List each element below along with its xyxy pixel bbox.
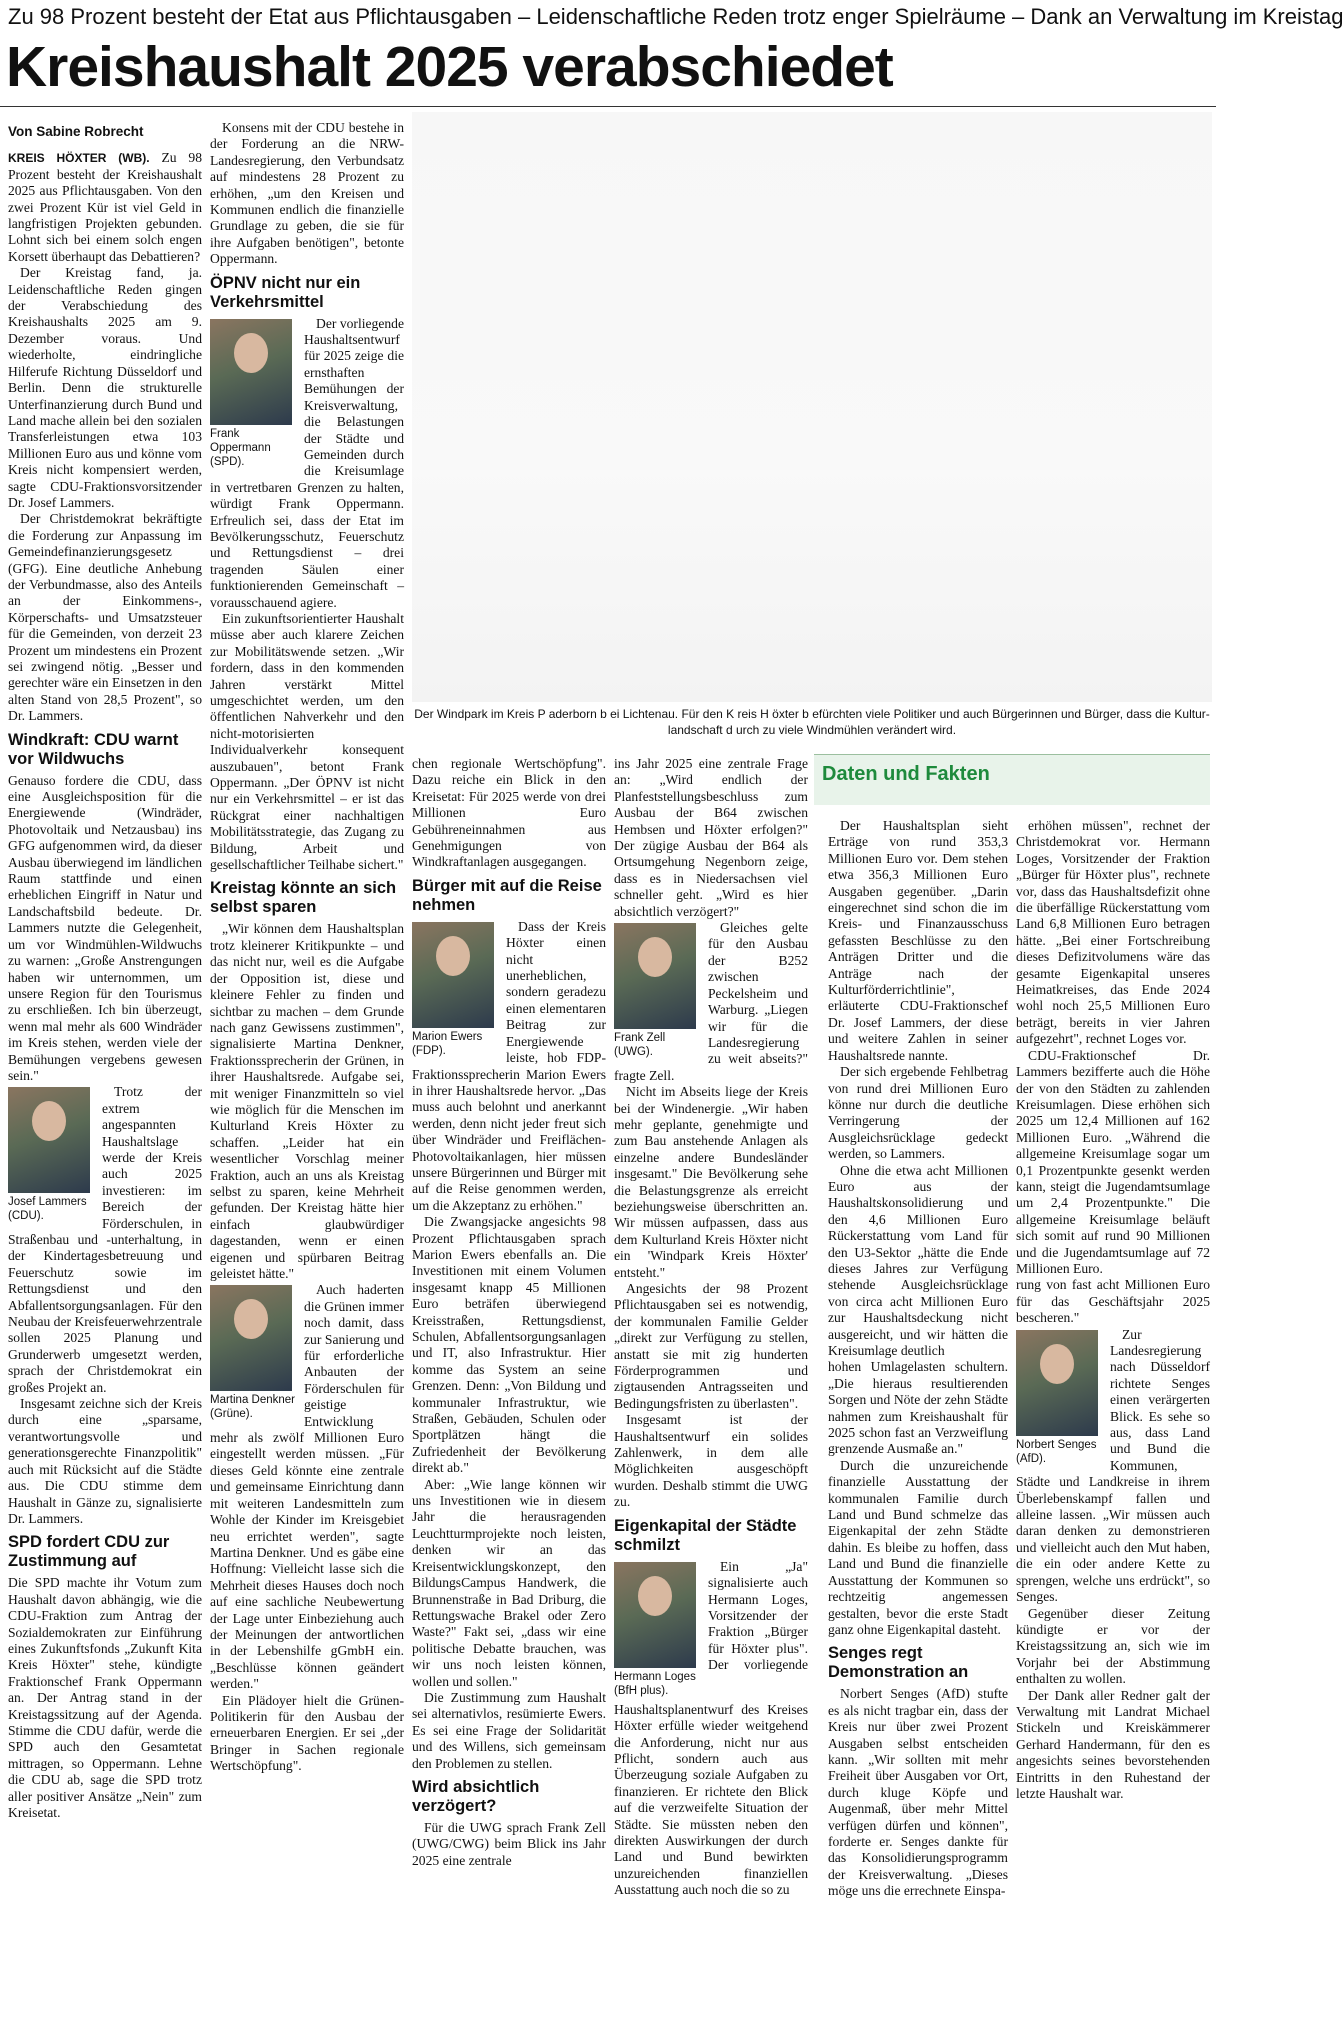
byline: Von Sabine Robrecht [8, 124, 144, 139]
subheading-verzoegert: Wird absichtlich verzögert? [412, 1777, 540, 1815]
paragraph: Insgesamt ist der Haushaltsentwurf ein solides Zahlenwerk, in dem alle Möglichkeiten ausgeschöpft wurden. Deshalb stimmt die UWG zu. [614, 1412, 808, 1510]
article-column-2 [210, 120, 404, 2010]
subheading-buerger: Bürger mit auf die Reise nehmen [412, 876, 602, 914]
paragraph: Der Dank aller Redner galt der Verwaltung mit Landrat Michael Stickeln und Kreiskämmerer Gerhard Handermann, für den es angesichts seines bevorstehenden Eintritts in den Ruhestand der letzte Haushalt war. [1016, 1687, 1210, 1801]
paragraph: Ein zukunftsorientierter Haushalt müsse aber auch klarere Zeichen zur Mobilitätswende setzen. „Wir fordern, dass in den kommenden Jahren verstärkt Mittel umgeschichtet werden, um den öffentlichen Nahverkehr und den nicht-motorisierten Individualverkehr konsequent auszubauen", betont Frank Oppermann. „Der ÖPNV ist nicht nur ein Verkehrsmittel – er ist das Rückgrat einer nachhaltigen Mobilitätsstrategie, das Zugang zu Bildung, Arbeit und gesellschaftlicher Teilhabe sichert." [210, 610, 404, 873]
portrait-loges [614, 1562, 700, 1698]
subheading-kreistag: Kreistag könnte an sich selbst sparen [210, 879, 397, 917]
paragraph: Dass der Kreis Höxter einen nicht unerheblichen, sondern geradezu einen elementaren Beitrag zur Energiewende leiste, hob FDP-Fraktionssprecherin Marion Ewers in ihrer Haushaltsrede hervor. „Das muss auch belohnt und anerkannt werden, denn nicht jeder freut sich über Windräder und Freiflächen-Photovoltaikanlagen, hier müssen unsere Bürgerinnen und Bürger mit auf die Reise genommen werden, um die Akzeptanz zu erhöhen." [412, 918, 606, 1213]
portrait-image [614, 1562, 696, 1668]
subheading-spd: SPD fordert CDU zur Zustimmung auf [8, 1533, 170, 1571]
page-title: Kreishaushalt 2025 verabschiedet [6, 35, 893, 99]
paragraph: Angesichts der 98 Prozent Pflichtausgaben sei es notwendig, der kommunalen Familie Gelder „direkt zur Verfügung zu stellen, anstatt sie mit zig hunderten Förderprogrammen und zigtausenden Antragsseiten und Bedingungsfristen zu überlasten". [614, 1281, 808, 1411]
paragraph: CDU-Fraktionschef Dr. Lammers bezifferte auch die Höhe der von den Städten zu zahlenden Kreisumlagen. Diese erhöhen sich 2025 um 12,4 Millionen auf 162 Millionen Euro. „Während die allgemeine Kreisumlage sogar um 0,1 Prozentpunkte gesenkt werden kann, steigt die Jugendamtsumlage um 2,4 Prozentpunkte." Die allgemeine Kreisumlage beläuft sich somit auf rund 90 Millionen und die Jugendamtsumlage auf 72 Millionen Euro. [1016, 1047, 1210, 1276]
paragraph: Konsens mit der CDU bestehe in der Forderung an die NRW-Landesregierung, den Verbundsatz auf mindestens 28 Prozent zu erhöhen, „um den Kreisen und Kommunen endlich die finanzielle Grundlage zu geben, die sie für ihre Aufgaben benötigen", betonte Oppermann. [210, 120, 404, 267]
portrait-caption: Marion Ewers (FDP). [412, 1030, 483, 1057]
paragraph: ins Jahr 2025 eine zentrale Frage an: „Wird endlich der Planfeststellungsbeschluss zum Ausbau der B64 zwischen Hembsen und Höxter erfolgen?" Der zügige Ausbau der B64 als Ortsumgehung Negenborn zeige, dass es in Niedersachsen viel schneller geht. „Wird es hier absichtlich verzögert?" [614, 756, 808, 919]
fact-box-header [814, 754, 1210, 805]
dateline: KREIS HÖXTER (WB). [8, 151, 150, 166]
paragraph: Der sich ergebende Fehlbetrag von rund drei Millionen Euro könne nur durch die deutliche Verringerung der Ausgleichsrücklage gedeckt werden, so Lammers. [828, 1064, 1008, 1162]
paragraph: Ein „Ja" signalisierte auch Hermann Loges, Vorsitzender der Fraktion „Bürger für Höxter plus". Der vorliegende Haushaltsplanentwurf des Kreises Höxter erfülle wieder weitgehend die Anforderung, nicht nur aus Pflicht, sondern auch aus Überzeugung soziale Aufgaben zu finanzieren. Er richtete den Blick auf die verzweifelte Situation der Städte. Sie müssten neben den direkten Auswirkungen der durch Land und Bund bewirkten unzureichenden finanziellen Ausstattung auch noch die so zu [614, 1558, 808, 1898]
portrait-image [412, 922, 494, 1028]
portrait-senges [1016, 1330, 1102, 1466]
paragraph: Der Christdemokrat bekräftigte die Forderung zur Anpassung im Gemeindefinanzierungsgesetz (GFG). Eine deutliche Anhebung der Verbundmasse, also des Anteils an der Einkommens-, Körperschafts- und Umsatzsteuer für die Gemeinden, von derzeit 23 Prozent um mindestens ein Prozent sei zwingend nötig. „Besser und gerechter wäre ein Einsetzen in den alten Stand von 28,5 Prozent", so Dr. Lammers. [8, 511, 202, 724]
subheading-windkraft: Windkraft: CDU warnt vor Wildwuchs [8, 730, 179, 768]
paragraph: erhöhen müssen", rechnet der Christdemokrat vor. Hermann Loges, Vorsitzender der Fraktion „Bürger für Höxter plus", rechnete vor, dass das Haushaltsdefizit ohne die überfällige Rückerstattung vom Land 6,8 Millionen Euro betragen hätte. „Bei einer Fortschreibung dieses Defizitvolumens wäre das gesamte Eigenkapital unseres Heimatkreises, das Ende 2024 wohl noch 25,5 Millionen Euro beträgt, bereits in vier Jahren aufgezehrt", rechnet Loges vor. [1016, 818, 1210, 1047]
paragraph: Der Haushaltsplan sieht Erträge von rund 353,3 Millionen Euro vor. Dem stehen etwa 356,3 Millionen Euro Ausgaben gegenüber. „Darin eingerechnet sind schon die im Kreis- und Finanzausschuss gefassten Beschlüsse zu den Anträgen Dritter und die Anträge nach der Kulturförderrichtlinie", erläuterte CDU-Fraktionschef Dr. Josef Lammers, der diese und weitere Zahlen in seiner Haushaltsrede nannte. [828, 818, 1008, 1063]
paragraph: Gegenüber dieser Zeitung kündigte er vor der Kreistagssitzung an, sich wie im Vorjahr bei der Abstimmung enthalten zu wollen. [1016, 1605, 1210, 1687]
fact-box-title: Daten und Fakten [822, 763, 990, 785]
portrait-ewers [412, 922, 498, 1058]
portrait-denkner [210, 1285, 296, 1421]
paragraph: KREIS HÖXTER (WB). Zu 98 Prozent besteht der Kreishaushalt 2025 aus Pflichtausgaben. Von den zwei Prozent Kür ist viel Geld in langfristigen Projekten gebunden. Lohnt sich bei einem solch engen Korsett überhaupt das Debattieren? [8, 150, 202, 264]
paragraph: chen regionale Wertschöpfung". Dazu reiche ein Blick in den Kreisetat: Für 2025 werde von drei Millionen Euro Gebühreneinnahmen aus Genehmigungen von Windkraftanlagen ausgegangen. [412, 756, 606, 870]
portrait-image [614, 923, 696, 1029]
portrait-caption: Frank Zell (UWG). [614, 1032, 666, 1059]
portrait-caption: Hermann Loges (BfH plus). [614, 1670, 696, 1697]
paragraph: Genauso fordere die CDU, dass eine Ausgleichsposition für die Energiewende (Windräder, Photovoltaik und Netzausbau) ins GFG aufgenommen wird, da dieser Ausbau überwiegend im ländlichen Raum stattfinde und einen erheblichen Eingriff in Natur und Landschaftsbild bedeute. Dr. Lammers nutzte die Gelegenheit, um vor Windmühlen-Wildwuchs zu warnen: „Große Anstrengungen haben wir unternommen, um unsere Region für den Tourismus zu erschließen. Ich bin überzeugt, wenn mal mehr als 600 Windräder im Kreis stehen, werden viele der Bemühungen vergebens gewesen sein." [8, 772, 202, 1083]
subheading-eigenkapital: Eigenkapital der Städte schmilzt [614, 1516, 797, 1554]
paragraph: Ein Plädoyer hielt die Grünen-Politikerin für den Ausbau der erneuerbaren Energien. Er sei „der Bringer in Sachen regionale Wertschöpfung". [210, 1692, 404, 1774]
portrait-caption: Josef Lammers (CDU). [8, 1196, 87, 1223]
subheading-senges: Senges regt Demonstration an [828, 1644, 969, 1682]
paragraph: „Wir können dem Haushaltsplan trotz kleinerer Kritikpunkte – und das nicht nur, weil es die Aufgabe der Opposition ist, diese und kleinere Fehler zu finden und sichtbar zu machen – dem Grunde nach ganz Gewissens zustimmen", signalisierte Martina Denkner, Fraktionssprecherin der Grünen, in ihrer Haushaltsrede. Aufgabe sei, mit weniger Finanzmitteln so viel wie möglich für die Menschen im Kulturland Kreis Höxter zu schaffen. „Leider hat ein wesentlicher Vorschlag meiner Fraktion, auch an uns als Kreistag selbst zu sparen, keine Mehrheit gefunden. Der Kreistag hätte hier einfach glaubwürdiger dagestanden, wenn er einen eigenen und spürbaren Beitrag geleistet hätte." [210, 921, 404, 1281]
article-column-4 [614, 756, 808, 2012]
portrait-image [210, 1285, 292, 1391]
article-column-6 [1016, 818, 1210, 2012]
paragraph: Zur Landesregierung nach Düsseldorf richtete Senges einen verärgerten Blick. Es sehe so aus, dass Land und Bund die Kommunen, Städte und Landkreise in ihrem Überlebenskampf fallen und alleine lassen. „Wir müssen auch daran denken zu demonstrieren und vielleicht auch den Mut haben, die ein oder andere Kette zu sprengen, welche uns erdrückt", so Senges. [1016, 1326, 1210, 1605]
portrait-image [8, 1087, 90, 1193]
paragraph: Die Zustimmung zum Haushalt sei alternativlos, resümierte Ewers. Es sei eine Frage der Solidarität und des Willens, sich gemeinsam den Problemen zu stellen. [412, 1689, 606, 1771]
portrait-caption: Martina Denkner (Grüne). [210, 1394, 296, 1421]
paragraph: Die SPD machte ihr Votum zum Haushalt davon abhängig, wie die CDU-Fraktion zum Antrag der Sozialdemokraten zur Einführung eines Zukunftsfonds „Zukunft Kita Kreis Höxter" stehe, kündigte Fraktionschef Frank Oppermann an. Der Antrag stand in der Kreistagssitzung auf der Agenda. Stimme die CDU dafür, werde die SPD auch den Gesamtetat mittragen, so Oppermann. Lehne die CDU ab, sage die SPD trotz aller positiver Ansätze „Nein" zum Kreisetat. [8, 1575, 202, 1820]
paragraph: Für die UWG sprach Frank Zell (UWG/CWG) beim Blick ins Jahr 2025 eine zentrale [412, 1819, 606, 1868]
portrait-caption: Frank Oppermann (SPD). [210, 427, 271, 468]
portrait-oppermann [210, 319, 296, 469]
portrait-caption: Norbert Senges (AfD). [1016, 1438, 1097, 1465]
paragraph: Ohne die etwa acht Millionen Euro aus der Haushaltskonsolidierung und den 4,6 Millionen Euro Rückerstattung vom Land für den U3-Sektor „hätte die Ende dieses Jahres zur Verfügung stehende Ausgleichsrücklage von circa acht Millionen Euro zur Haushaltsdeckung nicht ausgereicht, und wir hätten die Kreisumlage deutlich [828, 1162, 1008, 1358]
paragraph: Insgesamt zeichne sich der Kreis durch eine „sparsame, verantwortungsvolle und generationsgerechte Finanzpolitik" auch mit Rücksicht auf die Städte aus. Die CDU stimme dem Haushalt in Gänze zu, signalisierte Dr. Lammers. [8, 1396, 202, 1526]
paragraph: Nicht im Abseits liege der Kreis bei der Windenergie. „Wir haben mehr geplante, genehmigte und zum Bau anstehende Anlagen als einzelne andere Bundesländer insgesamt." Die Bevölkerung sehe die Belastungsgrenze als erreicht beziehungsweise überschritten an. Wir müssen aufpassen, dass aus dem Kulturland Kreis Höxter nicht ein 'Windpark Kreis Höxter' entsteht." [614, 1084, 808, 1280]
article-column-5 [828, 818, 1008, 2012]
paragraph: Der vorliegende Haushaltsentwurf für 2025 zeige die ernsthaften Bemühungen der Kreisverwaltung, die Belastungen der Städte und Gemeinden durch die Kreisumlage in vertretbaren Grenzen zu halten, würdigt Frank Oppermann. Erfreulich sei, dass der Etat im Bevölkerungsschutz, Feuerschutz und Rettungsdienst – drei tragenden Säulen einer funktionierenden Gemeinschaft – vorausschauend agiere. [210, 315, 404, 610]
paragraph: Gleiches gelte für den Ausbau der B252 zwischen Peckelsheim und Warburg. „Liegen wir für die Landesregierung zu weit abseits?" fragte Zell. [614, 920, 808, 1083]
portrait-image [210, 319, 292, 425]
windpark-photo [412, 112, 1212, 702]
portrait-image [1016, 1330, 1098, 1436]
article-column-3 [412, 756, 606, 2012]
paragraph: Auch haderten die Grünen immer noch damit, dass zur Sanierung und für erforderliche Anbauten der Förderschulen für geistige Entwicklung mehr als zwölf Millionen Euro eingestellt werden müssen. „Für dieses Geld könnte eine zentrale und gemeinsame Einrichtung dann mit weiteren Landesmitteln zum Wohle der Kinder im Kreisgebiet neu errichtet werden", sagte Martina Denkner. Und es gäbe eine Hoffnung: Vielleicht lasse sich die Mehrheit dieses Hauses doch noch auf eine sachliche Neubewertung der Lage unter Einbeziehung auch der Meinungen der antwortlichen in der Lebenshilfe gGmbH ein. „Beschlüsse können geändert werden." [210, 1282, 404, 1692]
divider [0, 106, 1216, 107]
kicker: Zu 98 Prozent besteht der Etat aus Pflichtausgaben – Leidenschaftliche Reden trotz enger Spielräume – Dank an Verwaltung im Kreistag [8, 4, 1343, 29]
paragraph: rung von fast acht Millionen Euro für das Geschäftsjahr 2025 bescheren." [1016, 1277, 1210, 1326]
paragraph: Durch die unzureichende finanzielle Ausstattung der kommunalen Familie durch Land und Bund schmelze das Eigenkapital der zehn Städte dahin. Es bleibe zu hoffen, dass Land und Bund die finanzielle Ausstattung der Kommunen so rechtzeitig angemessen gestalten, bevor die erste Stadt ganz ohne Eigenkapital dasteht. [828, 1457, 1008, 1637]
paragraph: Trotz der extrem angespannten Haushaltslage werde der Kreis auch 2025 investieren: im Bereich der Förderschulen, in Straßenbau und -unterhaltung, in der Kindertagesbetreuung und Feuerschutz sowie im Rettungsdienst und den Abfallentsorgungsanlagen. Für den Neubau der Kreisfeuerwehrzentrale sollen 2025 Planung und Grunderwerb umgesetzt werden, sprach der Christdemokrat ein großes Projekt an. [8, 1084, 202, 1395]
portrait-lammers [8, 1087, 94, 1223]
paragraph: Aber: „Wie lange können wir uns Investitionen wie in diesem Jahr die herausragenden Leuchtturmprojekte noch leisten, denken wir an das Kreisentwicklungskonzept, den BildungsCampus Handwerk, die Brunnenstraße in Bad Driburg, die Rettungswache Brakel oder Zero Waste?" Fakt sei, „dass wir eine politische Debatte brauchen, was wir uns noch leisten können, wollen und sollen." [412, 1476, 606, 1689]
paragraph: Norbert Senges (AfD) stufte es als nicht tragbar ein, dass der Kreis nur über zwei Prozent Ausgaben selbst entscheiden kann. „Wir sollten mit mehr Freiheit über Ausgaben vor Ort, durch kluge Köpfe und Augenmaß, über mehr Mittel verfügen dürfen und können", forderte er. Senges dankte für das Konsolidierungsprogramm der Kreisverwaltung. „Dieses möge uns die errechnete Einspa- [828, 1686, 1008, 1899]
article-column-1 [8, 112, 202, 2012]
paragraph: Der Kreistag fand, ja. Leidenschaftliche Reden gingen der Verabschiedung des Kreishaushalts 2025 am 9. Dezember voraus. Und wiederholte, eindringliche Hilferufe Richtung Düsseldorf und Berlin. Denn die strukturelle Unterfinanzierung durch Bund und Land mache allein bei den sozialen Transferleistungen etwa 103 Millionen Euro aus und könne vom Kreis nicht kompensiert werden, sagte CDU-Fraktionsvorsitzender Dr. Josef Lammers. [8, 265, 202, 510]
portrait-zell [614, 923, 700, 1059]
subheading-oepnv: ÖPNV nicht nur ein Verkehrsmittel [210, 273, 361, 311]
photo-caption: Der Windpark im Kreis P aderborn b ei Lichtenau. Für den K reis H öxter b efürchten viele Politiker und auch Bürgerinnen und Bürger, dass die Kultur-landschaft d urch zu viele Windmühlen verändert wird. [414, 707, 1210, 737]
paragraph: hohen Umlagelasten schultern. „Die hieraus resultierenden Sorgen und Nöte der zehn Städte nahmen zum Kreishaushalt für 2025 schon fast an Verzweiflung grenzende Ausmaße an." [828, 1359, 1008, 1457]
paragraph: Die Zwangsjacke angesichts 98 Prozent Pflichtausgaben sprach Marion Ewers ebenfalls an. Die Investitionen mit einem Volumen insgesamt knapp 45 Millionen Euro beträfen überwiegend Kreisstraßen, Rettungsdienst, Schulen, Abfallentsorgungsanlagen und IT, also Infrastruktur. Hier komme das System an seine Grenzen. Denn: „Von Bildung und kommunaler Infrastruktur, wie Straßen, Gebäuden, Schulen oder Sportplätzen hängt die Zufriedenheit der Bevölkerung direkt ab." [412, 1214, 606, 1476]
